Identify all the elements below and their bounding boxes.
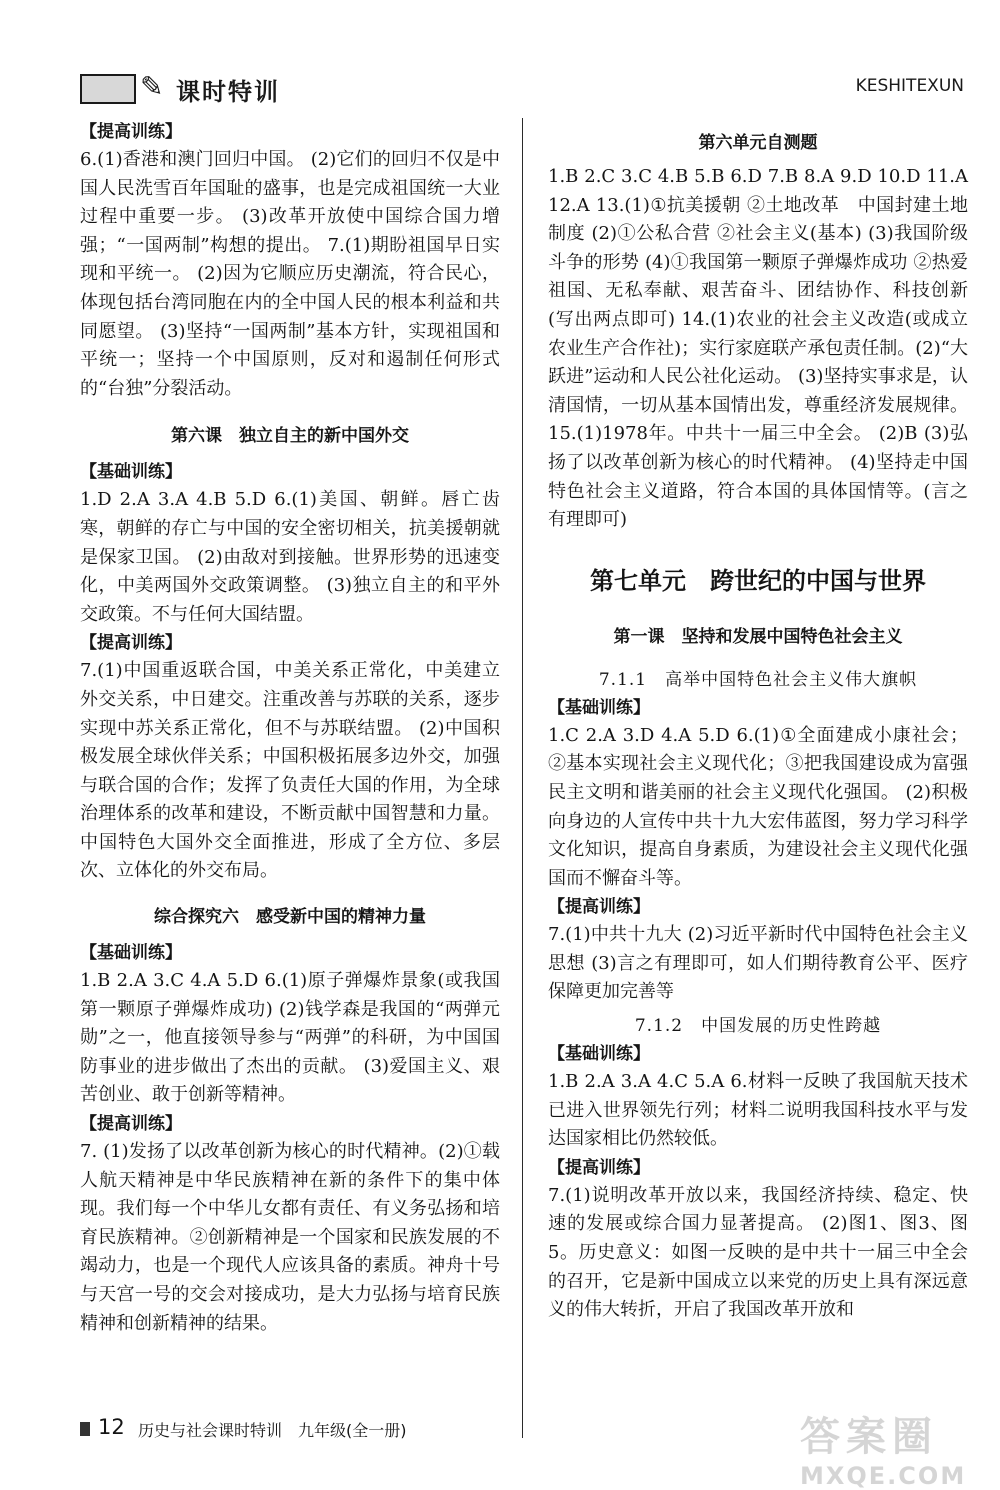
answer-paragraph: 6.(1)香港和澳门回归中国。 (2)它们的回归不仅是中国人民洗雪百年国耻的盛事，也是完成祖国统一大业过程中重要一步。 (3)改革开放使中国综合国力增强；“一国两制”构想的提出。 7.(1)期盼祖国早日实现和平统一。 (2)因为它顺应历史潮流，符合民心，体现包括台湾同胞在内的全中国人民的根本利益和共同愿望。 (3)坚持“一国两制”基本方针，实现祖国和平统一；坚持一个中国原则，反对和遏制任何形式的“台独”分裂活动。 — [80, 149, 500, 399]
column-divider — [522, 118, 523, 1438]
explore-heading: 综合探究六 感受新中国的精神力量 — [154, 907, 426, 928]
watermark-top: 答案圈 — [800, 1414, 938, 1460]
section-tag: 【基础训练】 — [548, 1044, 650, 1065]
pen-icon: ✎ — [140, 70, 164, 103]
logo-text: 课时特训 — [176, 78, 280, 106]
book-title: 历史与社会课时特训 九年级(全一册) — [138, 1421, 407, 1440]
section-tag: 【提高训练】 — [80, 633, 182, 654]
section-tag: 【基础训练】 — [80, 943, 182, 964]
section-tag: 【提高训练】 — [80, 122, 182, 142]
left-column — [80, 118, 500, 1338]
section-tag: 【提高训练】 — [80, 1114, 182, 1135]
answer-paragraph: 1.B 2.A 3.C 4.A 5.D 6.(1)原子弹爆炸景象(或我国第一颗原子弹爆炸成功) (2)钱学森是我国的“两弹元勋”之一，他直接领导参与“两弹”的科研，为中国国防事业的进步做出了杰出的贡献。 (3)爱国主义、艰苦创业、敢于创新等精神。 — [80, 970, 500, 1106]
logo-badge — [80, 74, 136, 104]
answer-paragraph: 1.B 2.C 3.C 4.B 5.B 6.D 7.B 8.A 9.D 10.D 11.A 12.A 13.(1)①抗美援朝 ②土地改革 中国封建土地制度 (2)①公私合营 ②社会主义(基本) (3)我国阶级斗争的形势 (4)①我国第一颗原子弹爆炸成功 ②热爱祖国、无私奉献、艰苦奋斗、团结协作、科技创新(写出两点即可) 14.(1)农业的社会主义改造(或成立农业生产合作社)；实行家庭联产承包责任制。(2)“大跃进”运动和人民公社化运动。 (3)坚持实事求是，认清国情，一切从基本国情出发，尊重经济发展规律。 15.(1)1978年。中共十一届三中全会。 (2)B (3)弘扬了以改革创新为核心的时代精神。 (4)坚持走中国特色社会主义道路，符合本国的具体国情等。(言之有理即可) — [548, 166, 968, 531]
answer-paragraph: 1.B 2.A 3.A 4.C 5.A 6.材料一反映了我国航天技术已进入世界领先行列；材料二说明我国科技水平与发达国家相比仍然较低。 — [548, 1071, 968, 1150]
lesson-heading: 第一课 坚持和发展中国特色社会主义 — [613, 626, 903, 647]
logo — [80, 70, 310, 104]
right-column — [548, 118, 968, 1325]
unit-test-heading: 第六单元自测题 — [698, 133, 818, 153]
unit-heading: 第七单元 跨世纪的中国与世界 — [590, 566, 926, 595]
section-tag: 【基础训练】 — [80, 462, 182, 483]
page-header — [80, 70, 970, 110]
watermark — [800, 1405, 990, 1490]
section-tag: 【提高训练】 — [548, 897, 650, 918]
section-heading: 7.1.2 中国发展的历史性跨越 — [634, 1016, 882, 1037]
brand-name: KESHITEXUN — [855, 76, 964, 96]
answer-paragraph: 7.(1)中共十九大 (2)习近平新时代中国特色社会主义思想 (3)言之有理即可，如人们期待教育公平、医疗保障更加完善等 — [548, 924, 968, 1003]
answer-paragraph: 7.(1)中国重返联合国，中美关系正常化，中美建立外交关系，中日建交。注重改善与苏联的关系，逐步实现中苏关系正常化，但不与苏联结盟。 (2)中国积极发展全球伙伴关系；中国积极拓展多边外交，加强与联合国的合作；发挥了负责任大国的作用，为全球治理体系的改革和建设，不断贡献中国智慧和力量。中国特色大国外交全面推进，形成了全方位、多层次、立体化的外交布局。 — [80, 660, 500, 882]
lesson-heading: 第六课 独立自主的新中国外交 — [171, 426, 409, 447]
page-footer — [80, 1414, 510, 1444]
section-tag: 【基础训练】 — [548, 697, 650, 718]
answer-paragraph: 1.D 2.A 3.A 4.B 5.D 6.(1)美国、朝鲜。唇亡齿寒，朝鲜的存亡与中国的安全密切相关，抗美援朝就是保家卫国。 (2)由敌对到接触。世界形势的迅速变化，中美两国外交政策调整。 (3)独立自主的和平外交政策。不与任何大国结盟。 — [80, 489, 500, 625]
watermark-bottom: MXQE.COM — [800, 1462, 967, 1490]
section-heading: 7.1.1 高举中国特色社会主义伟大旗帜 — [598, 669, 918, 690]
answer-paragraph: 1.C 2.A 3.D 4.A 5.D 6.(1)①全面建成小康社会；②基本实现社会主义现代化；③把我国建设成为富强民主文明和谐美丽的社会主义现代化强国。 (2)积极向身边的人宣传中共十九大宏伟蓝图，努力学习科学文化知识，提高自身素质，为建设社会主义现代化强国而不懈奋斗等。 — [548, 724, 968, 889]
footer-marker-icon — [80, 1422, 90, 1436]
page-number: 12 — [98, 1415, 125, 1439]
answer-paragraph: 7. (1)发扬了以改革创新为核心的时代精神。(2)①载人航天精神是中华民族精神在新的条件下的集中体现。我们每一个中华儿女都有责任、有义务弘扬和培育民族精神。②创新精神是一个国家和民族发展的不竭动力，也是一个现代人应该具备的素质。神舟十号与天宫一号的交会对接成功，是大力弘扬与培育民族精神和创新精神的结果。 — [80, 1141, 500, 1334]
answer-paragraph: 7.(1)说明改革开放以来，我国经济持续、稳定、快速的发展或综合国力显著提高。 (2)图1、图3、图5。历史意义：如图一反映的是中共十一届三中全会的召开，它是新中国成立以来党的历史上具有深远意义的伟大转折，开启了我国改革开放和 — [548, 1184, 968, 1321]
section-tag: 【提高训练】 — [548, 1157, 650, 1178]
